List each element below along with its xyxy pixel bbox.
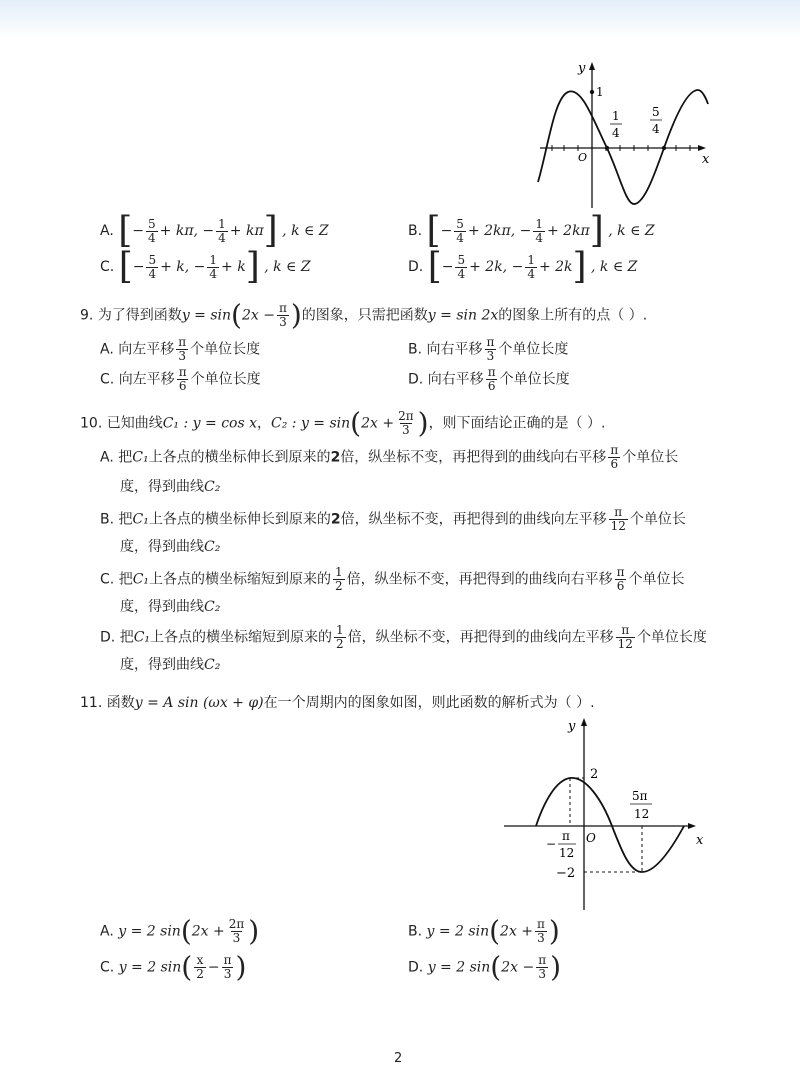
y-label: y (578, 61, 586, 76)
q10-stem: 10. 已知曲线C₁ : y = cos x，C₂ : y = sin(2x + $\frac{2\pi}{3}$ )，则下面结论正确的是（ ）. (80, 406, 606, 440)
q10-option-d-line2: 度，得到曲线C₂ (120, 657, 221, 673)
tick-x2-den: 4 (652, 122, 660, 136)
q11-option-b[interactable]: B. y = 2 sin(2x + $\frac{\pi}{3}$ ) (408, 914, 560, 948)
q8-option-b[interactable]: B. [− $\frac{5}{4}$ + 2kπ, − $\frac{1}{4}$ + 2kπ] , k ∈ Z (408, 210, 655, 251)
y-axis-arrow-icon (581, 718, 587, 726)
header-band (0, 0, 800, 38)
x-right-num: 5π (632, 789, 648, 803)
q10-option-c-line2: 度，得到曲线C₂ (120, 599, 221, 615)
q8-option-a[interactable]: A. [− $\frac{5}{4}$ + kπ, − $\frac{1}{4}$ + kπ] , k ∈ Z (100, 210, 329, 251)
q8-option-d[interactable]: D. [− $\frac{5}{4}$ + 2k, − $\frac{1}{4}$ + 2k] , k ∈ Z (408, 246, 638, 287)
q11-option-a[interactable]: A. y = 2 sin(2x + $\frac{2\pi}{3}$ ) (100, 914, 260, 948)
q9-option-d[interactable]: D. 向右平移 $\frac{\pi}{6}$ 个单位长度 (408, 365, 570, 393)
q9-option-c[interactable]: C. 向左平移 $\frac{\pi}{6}$ 个单位长度 (100, 365, 261, 393)
tick-y-1: 1 (596, 85, 604, 99)
q10-option-d[interactable]: D. 把C₁上各点的横坐标缩短到原来的 $\frac{1}{2}$ 倍，纵坐标不变，再把得到的曲线向左平移 $\frac{\pi}{12}$ 个单位长度 (100, 623, 707, 651)
x-axis-arrow-icon (688, 823, 696, 829)
y-max-label: 2 (590, 767, 599, 782)
x-label: x (702, 152, 710, 167)
q9-option-a[interactable]: A. 向左平移 $\frac{\pi}{3}$ 个单位长度 (100, 335, 261, 363)
q8-option-c[interactable]: C. [− $\frac{5}{4}$ + k, − $\frac{1}{4}$ + k] , k ∈ Z (100, 246, 311, 287)
point-y1 (590, 90, 594, 94)
q10-option-a-line2: 度，得到曲线C₂ (120, 479, 221, 495)
page-number: 2 (394, 1051, 403, 1066)
x-right-den: 12 (634, 807, 650, 821)
tick-x1-den: 4 (612, 126, 620, 140)
q9-option-b[interactable]: B. 向右平移 $\frac{\pi}{3}$ 个单位长度 (408, 335, 569, 363)
point-x1 (605, 146, 609, 150)
origin-label: O (578, 151, 588, 164)
q10-option-c[interactable]: C. 把C₁上各点的横坐标缩短到原来的 $\frac{1}{2}$ 倍，纵坐标不变，再把得到的曲线向右平移 $\frac{\pi}{6}$ 个单位长 (100, 565, 685, 593)
q10-option-b-line2: 度，得到曲线C₂ (120, 539, 221, 555)
q10-option-b[interactable]: B. 把C₁上各点的横坐标伸长到原来的2倍，纵坐标不变，再把得到的曲线向左平移 $\frac{\pi}{12}$ 个单位长 (100, 505, 686, 533)
x-left-num: π (562, 829, 570, 843)
point-x2 (662, 146, 666, 150)
y-axis-arrow-icon (589, 62, 595, 70)
x-left-sign: − (546, 837, 557, 851)
tick-x2-num: 5 (652, 105, 660, 119)
q9-stem: 9. 为了得到函数y = sin(2x − $\frac{\pi}{3}$ )的图象，只需把函数y = sin 2x的图象上所有的点（ ）. (80, 298, 648, 332)
q11-option-d[interactable]: D. y = 2 sin(2x − $\frac{\pi}{3}$ ) (408, 950, 562, 984)
tick-x1-num: 1 (612, 109, 620, 123)
x-label: x (696, 833, 704, 848)
x-left-den: 12 (559, 846, 575, 860)
y-min-label: −2 (556, 866, 576, 881)
q8-graph (530, 58, 715, 213)
origin-label: O (586, 831, 596, 845)
q11-graph (500, 714, 715, 914)
x-axis-arrow-icon (698, 145, 706, 151)
y-label: y (568, 719, 576, 734)
q11-option-c[interactable]: C. y = 2 sin( $\frac{x}{2}$ − $\frac{\pi}{3}$ ) (100, 950, 247, 984)
q11-stem: 11. 函数y = A sin (ωx + φ)在一个周期内的图象如图，则此函数的解析式为（ ）. (80, 695, 595, 711)
q10-option-a[interactable]: A. 把C₁上各点的横坐标伸长到原来的2倍，纵坐标不变，再把得到的曲线向右平移 $\frac{\pi}{6}$ 个单位长 (100, 443, 679, 471)
